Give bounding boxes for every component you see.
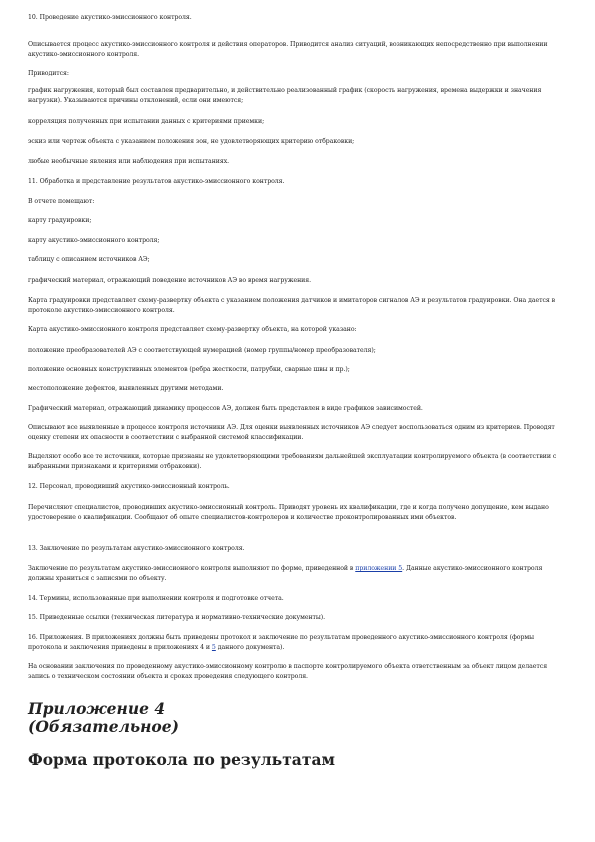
paragraph-appendices-text-after: данного документа). (215, 644, 285, 651)
paragraph-provided: Приводится: (28, 70, 69, 77)
paragraph-passport-record: На основании заключения по проведенному акустико-эмиссионному контролю в паспорте контролируемого объекта ответственным за объект лицом делается запись о техническом состоянии объекта и сроках проведения следующего контроля. (28, 663, 548, 680)
section-12-heading: 12. Персонал, проводивший акустико-эмиссионный контроль. (28, 483, 230, 490)
paragraph-appendices (28, 633, 561, 653)
paragraph-rejected-sources: Выделяют особо все те источники, которые признаны не удовлетворяющими требованиям дальнейшей эксплуатации контролируемого объекта (в соответствии с выбранными признаками и критериями отбраковки). (28, 453, 557, 470)
paragraph-process-description: Описывается процесс акустико-эмиссионного контроля и действия операторов. Приводится анализ ситуаций, возникающих непосредственно при выполнении акустико-эмиссионного контроля. (28, 41, 548, 58)
paragraph-report-contents: В отчете помещают: (28, 198, 95, 205)
paragraph-calibration-map: Карта градуировки представляет схему-развертку объекта с указанием положения датчиков и имитаторов сигналов АЭ и результатов градуировки. Она дается в протоколе акустико-эмиссионного контроля. (28, 297, 556, 314)
section-15-heading: 15. Приведенные ссылки (техническая литература и нормативно-технические документы). (28, 614, 326, 621)
paragraph-personnel: Перечисляют специалистов, проводивших акустико-эмиссионный контроль. Приводят уровень их квалификации, где и когда получено допущение, кем выдано удостоверение о квалификации. Сообщают об опыте специалистов-контролеров и количестве проконтролированных ими объектов. (28, 504, 549, 521)
list-item-graphic-material: графический материал, отражающий поведение источников АЭ во время нагружения. (28, 277, 312, 284)
section-11-heading: 11. Обработка и представление результатов акустико-эмиссионного контроля. (28, 178, 285, 185)
list-item-transducers: положение преобразователей АЭ с соответствующей нумерацией (номер группы/номер преобразователя); (28, 347, 376, 354)
paragraph-conclusion-form (28, 564, 561, 584)
list-item-structural-elements: положение основных конструктивных элементов (ребра жесткости, патрубки, сварные швы и пр.); (28, 366, 350, 373)
appendix-title: Приложение 4 (28, 699, 166, 718)
paragraph-conclusion-text-before: Заключение по результатам акустико-эмиссионного контроля выполняют по форме, приведенной в (28, 565, 356, 572)
paragraph-appendices-text-before: 16. Приложения. В приложениях должны быть приведены протокол и заключение по результатам проведенного акустико-эмиссионного контроля (формы протокола и заключения приведены в приложениях 4 и (28, 634, 534, 651)
appendix-subtitle: (Обязательное) (28, 717, 179, 736)
paragraph-conclusion-text-after: . Данные акустико-эмиссионного контроля должны храниться с записями по объекту. (28, 565, 543, 582)
list-item-calibration-map: карту градуировки; (28, 217, 92, 224)
paragraph-sources-description: Описывают все выявленные в процессе контроля источники АЭ. Для оценки выявленных источников АЭ следует воспользоваться одним из критериев. Проводят оценку степени их опасности в соответствии с выбранной системой классификации. (28, 424, 555, 441)
paragraph-control-map: Карта акустико-эмиссионного контроля представляет схему-развертку объекта, на которой указано: (28, 326, 357, 333)
list-item-correlation: корреляция полученных при испытании данных с критериями приемки; (28, 118, 265, 125)
paragraph-graphic-dynamics: Графический материал, отражающий динамику процессов АЭ, должен быть представлен в виде графиков зависимостей. (28, 405, 423, 412)
list-item-control-map: карту акустико-эмиссионного контроля; (28, 237, 160, 244)
list-item-defects: местоположение дефектов, выявленных другими методами. (28, 385, 224, 392)
appendix-5-link[interactable]: приложении 5 (355, 565, 403, 572)
list-item-loading-schedule: график нагружения, который был составлен предварительно, и действительно реализованный график (скорость нагружения, времена выдержки и значения нагрузки). Указываются причины отклонений, если они имеются; (28, 87, 542, 104)
section-14-heading: 14. Термины, использованные при выполнении контроля и подготовке отчета. (28, 595, 284, 602)
form-heading: Форма протокола по результатам (28, 750, 335, 769)
section-10-heading: 10. Проведение акустико-эмиссионного контроля. (28, 14, 192, 21)
section-13-heading: 13. Заключение по результатам акустико-эмиссионного контроля. (28, 545, 245, 552)
appendix-5-ref-link[interactable]: 5 (211, 644, 216, 651)
list-item-sketch: эскиз или чертеж объекта с указанием положения зон, не удовлетворяющих критерию отбраковки; (28, 138, 355, 145)
list-item-sources-table: таблицу с описанием источников АЭ; (28, 256, 150, 263)
list-item-unusual: любые необычные явления или наблюдения при испытаниях. (28, 158, 230, 165)
